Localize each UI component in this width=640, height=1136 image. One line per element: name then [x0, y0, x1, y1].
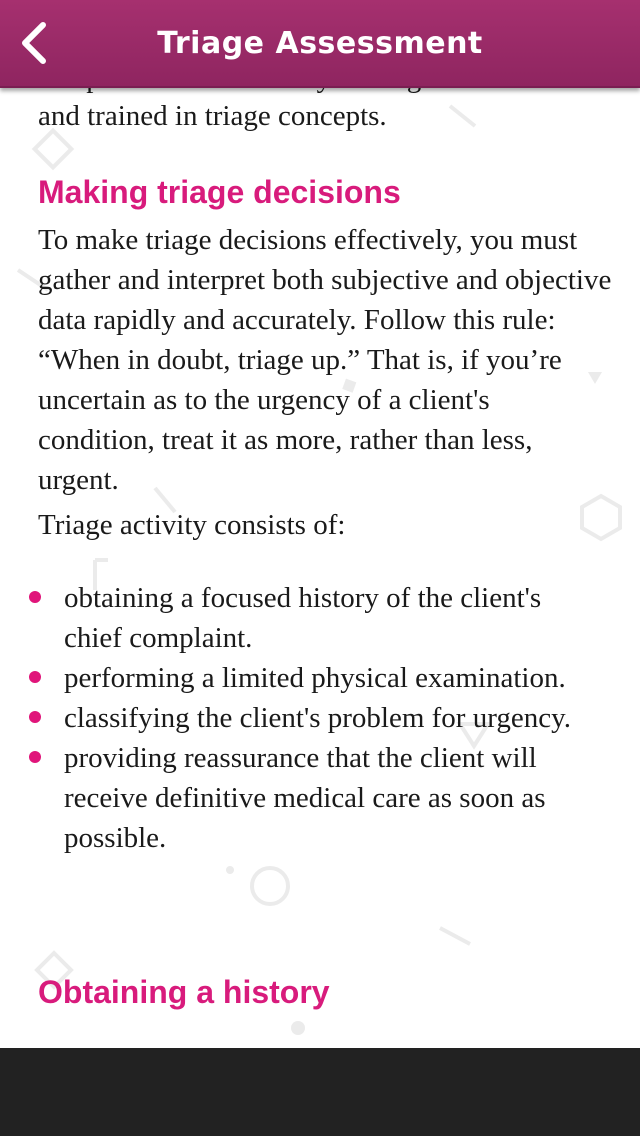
bullet-dot-icon — [29, 671, 41, 683]
bullet-dot-icon — [29, 751, 41, 763]
page-title: Triage Assessment — [157, 26, 483, 61]
section-heading-obtaining-a-history: Obtaining a history — [38, 974, 330, 1010]
list-item — [0, 658, 604, 698]
list-item-text: classifying the client's problem for urgency. — [64, 702, 571, 734]
list-intro-text: Triage activity consists of: — [38, 509, 346, 541]
bullet-dot-icon — [29, 711, 41, 723]
triage-activity-list — [0, 578, 640, 858]
list-item-text: providing reassurance that the client will receive definitive medical care as soon as possible. — [64, 742, 546, 854]
list-item — [0, 698, 604, 738]
navigation-bar — [0, 0, 640, 88]
section-heading-making-triage-decisions: Making triage decisions — [38, 174, 401, 210]
bullet-dot-icon — [29, 591, 41, 603]
list-item — [0, 578, 604, 658]
list-item-text: obtaining a focused history of the client's chief complaint. — [64, 582, 542, 654]
list-item — [0, 738, 604, 858]
decisions-paragraph: To make triage decisions effectively, you must gather and interpret both subjective and objective data rapidly and accurately. Follow this rule: “When in doubt, triage up.” That is, if you’re uncertain as to the urgency of a client's condition, treat it as more, rather than less, urgent. — [38, 224, 612, 496]
intro-text-line: and trained in triage concepts. — [38, 100, 387, 132]
list-item-text: performing a limited physical examination. — [64, 662, 566, 694]
bottom-bar — [0, 1048, 640, 1136]
